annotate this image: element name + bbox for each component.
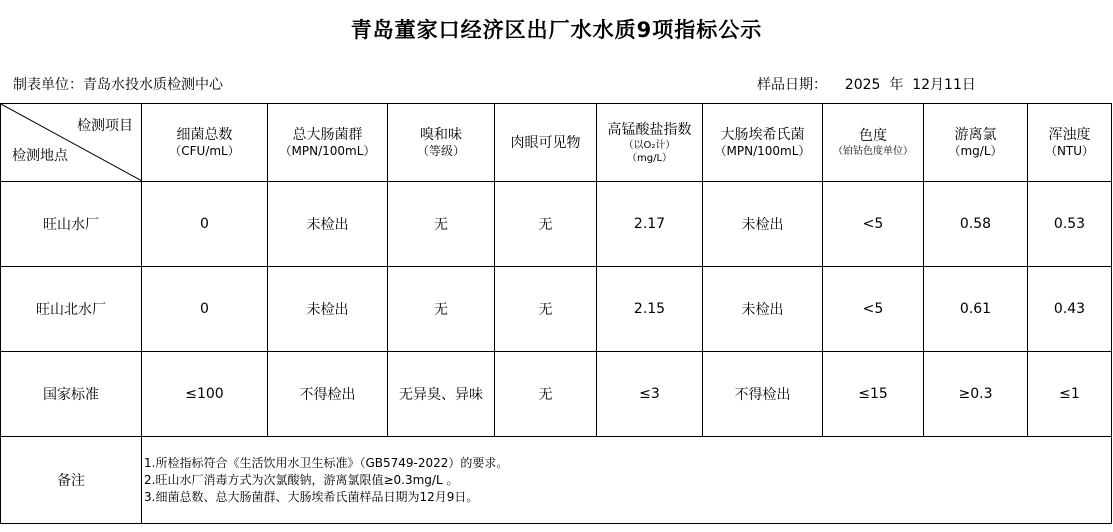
col-name: 肉眼可见物 xyxy=(510,134,581,151)
note-line: 2.旺山水厂消毒方式为次氯酸钠，游离氯限值≥0.3mg/L 。 xyxy=(144,472,459,487)
value-cell: 0.58 xyxy=(924,182,1028,267)
site-cell: 旺山水厂 xyxy=(1,182,142,267)
col-name: 游离氯 xyxy=(954,127,997,143)
col-name: 大肠埃希氏菌 xyxy=(720,127,805,143)
table-row xyxy=(1,267,1112,352)
value-cell: 不得检出 xyxy=(703,352,823,437)
value-cell: 无 xyxy=(388,267,495,352)
corner-bottom-label: 检测地点 xyxy=(12,148,68,164)
value-cell: ≤1 xyxy=(1028,352,1112,437)
notes-cell xyxy=(142,437,1112,524)
value-cell: <5 xyxy=(823,267,924,352)
col-unit: （MPN/100mL） xyxy=(279,144,376,158)
table-row xyxy=(1,352,1112,437)
col-name: 细菌总数 xyxy=(176,127,233,143)
table-row xyxy=(1,182,1112,267)
note-line: 3.细菌总数、总大肠菌群、大肠埃希氏菌样品日期为12月9日。 xyxy=(144,489,479,504)
value-cell: 2.17 xyxy=(597,182,703,267)
value-cell: ≥0.3 xyxy=(924,352,1028,437)
value-cell: 未检出 xyxy=(703,182,823,267)
col-name: 嗅和味 xyxy=(420,127,462,143)
value-cell: ≤15 xyxy=(823,352,924,437)
org-label: 制表单位：青岛水投水质检测中心 xyxy=(13,77,223,93)
col-unit: （mg/L） xyxy=(948,144,1003,158)
notes-label: 备注 xyxy=(1,437,142,524)
col-unit: （NTU） xyxy=(1044,144,1095,158)
col-header xyxy=(924,104,1028,182)
note-line: 1.所检指标符合《生活饮用水卫生标准》（GB5749-2022）的要求。 xyxy=(144,455,509,470)
value-cell: 无 xyxy=(495,182,597,267)
col-header xyxy=(703,104,823,182)
value-cell: 2.15 xyxy=(597,267,703,352)
site-cell: 国家标准 xyxy=(1,352,142,437)
sample-date: 样品日期： 2025 年 12月11日 xyxy=(757,77,976,93)
col-header xyxy=(1028,104,1112,182)
value-cell: 未检出 xyxy=(268,182,388,267)
col-unit: （MPN/100mL） xyxy=(714,144,811,158)
col-unit: （CFU/mL） xyxy=(169,144,240,158)
header-row xyxy=(1,104,1112,182)
value-cell: 未检出 xyxy=(703,267,823,352)
col-unit: （铂钴色度单位） xyxy=(833,146,913,157)
value-cell: 无 xyxy=(495,352,597,437)
value-cell: 0 xyxy=(142,182,268,267)
col-header xyxy=(268,104,388,182)
site-cell: 旺山北水厂 xyxy=(1,267,142,352)
col-unit: （以O₂计） xyxy=(623,139,676,151)
col-header xyxy=(495,104,597,182)
value-cell: 0 xyxy=(142,267,268,352)
col-unit: （等级） xyxy=(416,144,465,158)
value-cell: 无 xyxy=(495,267,597,352)
col-header xyxy=(388,104,495,182)
col-unit-2: （mg/L） xyxy=(626,152,673,164)
value-cell: 0.43 xyxy=(1028,267,1112,352)
col-name: 浑浊度 xyxy=(1048,127,1091,143)
col-header xyxy=(597,104,703,182)
value-cell: ≤3 xyxy=(597,352,703,437)
value-cell: 未检出 xyxy=(268,267,388,352)
notes-row xyxy=(1,437,1112,524)
col-header xyxy=(142,104,268,182)
page-title: 青岛董家口经济区出厂水水质9项指标公示 xyxy=(350,18,763,42)
col-name: 高锰酸盐指数 xyxy=(607,121,692,138)
value-cell: 不得检出 xyxy=(268,352,388,437)
col-name: 色度 xyxy=(859,128,887,144)
value-cell: 无异臭、异味 xyxy=(388,352,495,437)
corner-top-label: 检测项目 xyxy=(77,118,133,134)
value-cell: 无 xyxy=(388,182,495,267)
corner-cell xyxy=(1,104,142,182)
water-quality-table xyxy=(0,103,1112,524)
value-cell: 0.53 xyxy=(1028,182,1112,267)
col-header xyxy=(823,104,924,182)
value-cell: <5 xyxy=(823,182,924,267)
value-cell: ≤100 xyxy=(142,352,268,437)
col-name: 总大肠菌群 xyxy=(292,127,363,143)
value-cell: 0.61 xyxy=(924,267,1028,352)
